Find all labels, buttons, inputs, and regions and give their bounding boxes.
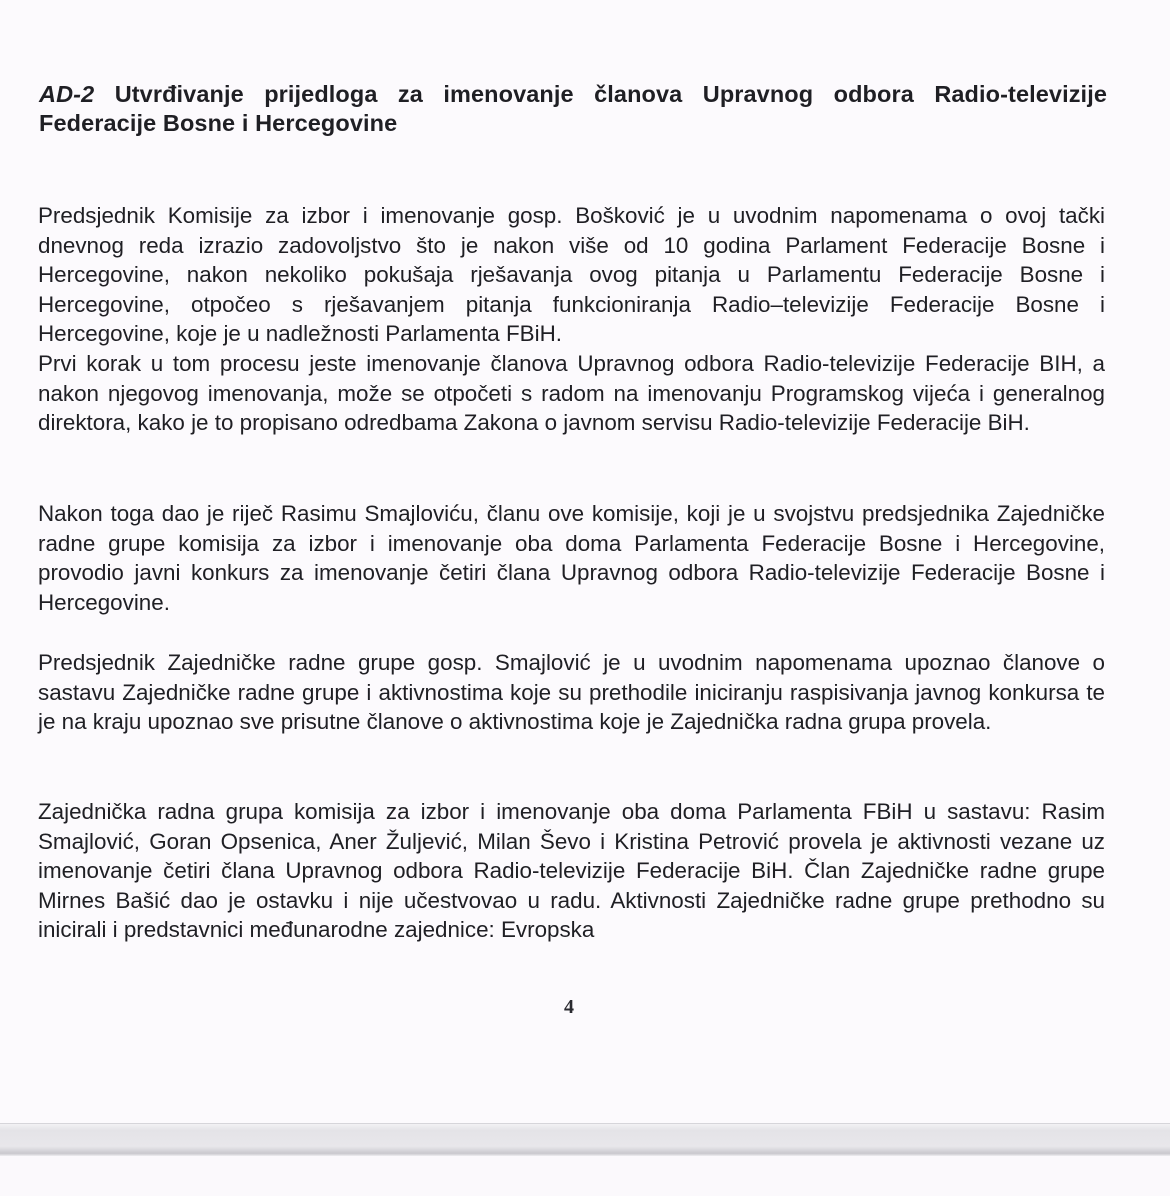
paragraph-opening-remarks (38, 201, 1105, 438)
agenda-item-title: Utvrđivanje prijedloga za imenovanje članova Upravnog odbora Radio-televizije Federacije Bosne i Hercegovine (39, 81, 1107, 136)
paragraph-working-group-chair (38, 648, 1105, 737)
page-break-divider (0, 1123, 1170, 1156)
paragraph-floor-given (38, 499, 1105, 617)
paragraph-line: Predsjednik Zajedničke radne grupe gosp. Smajlović je u uvodnim napomenama upoznao članove o sastavu Zajedničke radne grupe i aktivnostima koje su prethodile iniciranju raspisivanja javnog konkursa te je na kraju upoznao sve prisutne članove o aktivnostima koje je Zajednička radna grupa provela. (38, 650, 1105, 735)
paragraph-line: Prvi korak u tom procesu jeste imenovanje članova Upravnog odbora Radio-televizije Federacije BIH, a nakon njegovog imenovanja, može se otpočeti s radom na imenovanju Programskog vijeća i generalnog direktora, kako je to propisano odredbama Zakona o javnom servisu Radio-televizije Federacije BiH. (38, 350, 1105, 436)
paragraph-line: Nakon toga dao je riječ Rasimu Smajloviću, članu ove komisije, koji je u svojstvu predsjednika Zajedničke radne grupe komisija za izbor i imenovanje oba doma Parlamenta Federacije Bosne i Hercegovine, provodio javni konkurs za imenovanje četiri člana Upravnog odbora Radio-televizije Federacije Bosne i Hercegovine. (38, 501, 1105, 615)
paragraph-line: Predsjednik Komisije za izbor i imenovanje gosp. Bošković je u uvodnim napomenama o ovoj tački dnevnog reda izrazio zadovoljstvo što je nakon više od 10 godina Parlament Federacije Bosne i Hercegovine, nakon nekoliko pokušaja rješavanja ovog pitanja u Parlamentu Federacije Bosne i Hercegovine, otpočeo s rješavanjem pitanja funkcioniranja Radio–televizije Federacije Bosne i Hercegovine, koje je u nadležnosti Parlamenta FBiH. (38, 203, 1105, 347)
next-page-top (0, 1156, 1170, 1196)
page-number: 4 (564, 996, 574, 1018)
agenda-item-code: AD-2 (39, 81, 95, 107)
paragraph-line: Zajednička radna grupa komisija za izbor i imenovanje oba doma Parlamenta FBiH u sastavu: Rasim Smajlović, Goran Opsenica, Aner Žuljević, Milan Ševo i Kristina Petrović provela je aktivnosti vezane uz imenovanje četiri člana Upravnog odbora Radio-televizije Federacije BiH. Član Zajedničke radne grupe Mirnes Bašić dao je ostavku i nije učestvovao u radu. Aktivnosti Zajedničke radne grupe prethodno su inicirali i predstavnici međunarodne zajednice: Evropska (38, 799, 1105, 943)
paragraph-working-group-composition (38, 797, 1105, 945)
agenda-item-heading (39, 80, 1107, 138)
